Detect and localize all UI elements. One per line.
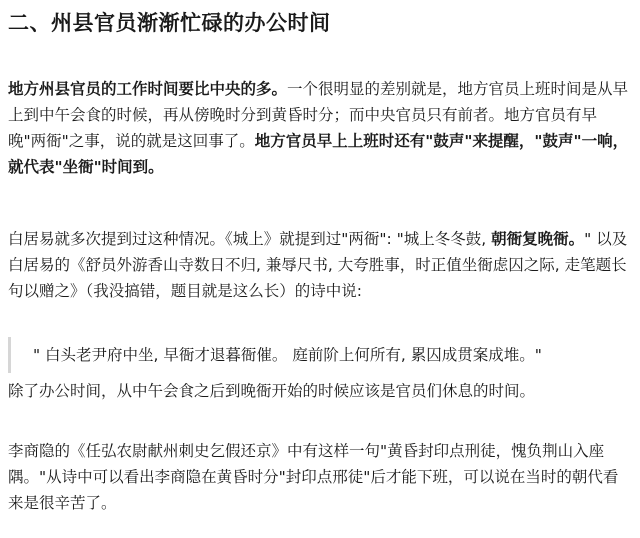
- blockquote: " 白头老尹府中坐, 早衙才退暮衙催。 庭前阶上何所有, 累囚成贯案成堆。": [8, 337, 628, 373]
- bold-text: 朝衙复晚衙。: [491, 230, 585, 248]
- text-line: [8, 226, 632, 252]
- body-text: 一个很明显的差别就是，地方官员上班时间是从早: [287, 80, 629, 98]
- text-line: 来是很辛苦了。: [8, 494, 117, 512]
- paragraph-li-shangyin: [8, 438, 632, 516]
- body-text: 白居易就多次提到过这种情况。《城上》就提到过"两衙": "城上冬冬鼓,: [8, 230, 492, 248]
- paragraph-rest-time: [8, 378, 632, 404]
- bold-text: 地方州县官员的工作时间要比中央的多。: [8, 80, 288, 98]
- text-line: 白居易的《舒员外游香山寺数日不归, 兼辱尺书, 大夸胜事，时正值坐衙虑囚之际, 走笔题长: [8, 256, 627, 274]
- paragraph-bai-juyi: [8, 226, 632, 304]
- text-line: 就代表"坐衙"时间到。: [8, 158, 164, 176]
- text-line: 除了办公时间，从中午会食之后到晚衙开始的时候应该是官员们休息的时间。: [8, 382, 536, 400]
- text-line: [8, 76, 632, 102]
- text-line: 上到中午会食的时候，再从傍晚时分到黄昏时分；而中央官员只有前者。地方官员有早: [8, 106, 598, 124]
- bold-text: 地方官员早上上班时还有"鼓声"来提醒，"鼓声"一响，: [254, 132, 629, 150]
- body-text: 晚"两衙"之事，说的就是这回事了。: [8, 132, 255, 150]
- text-line: 隅。"从诗中可以看出李商隐在黄昏时分"封印点邢徒"后才能下班，可以说在当时的朝代看: [8, 468, 619, 486]
- section-heading: 二、州县官员渐渐忙碌的办公时间: [8, 11, 331, 35]
- text-line: 李商隐的《任弘农尉献州刺史乞假还京》中有这样一句"黄昏封印点刑徒，愧负荆山入座: [8, 442, 605, 460]
- text-line: [8, 128, 632, 154]
- text-line: 句以赠之》（我没搞错，题目就是这么长）的诗中说:: [8, 282, 362, 300]
- paragraph-work-hours: [8, 76, 632, 180]
- body-text: " 以及: [584, 230, 628, 248]
